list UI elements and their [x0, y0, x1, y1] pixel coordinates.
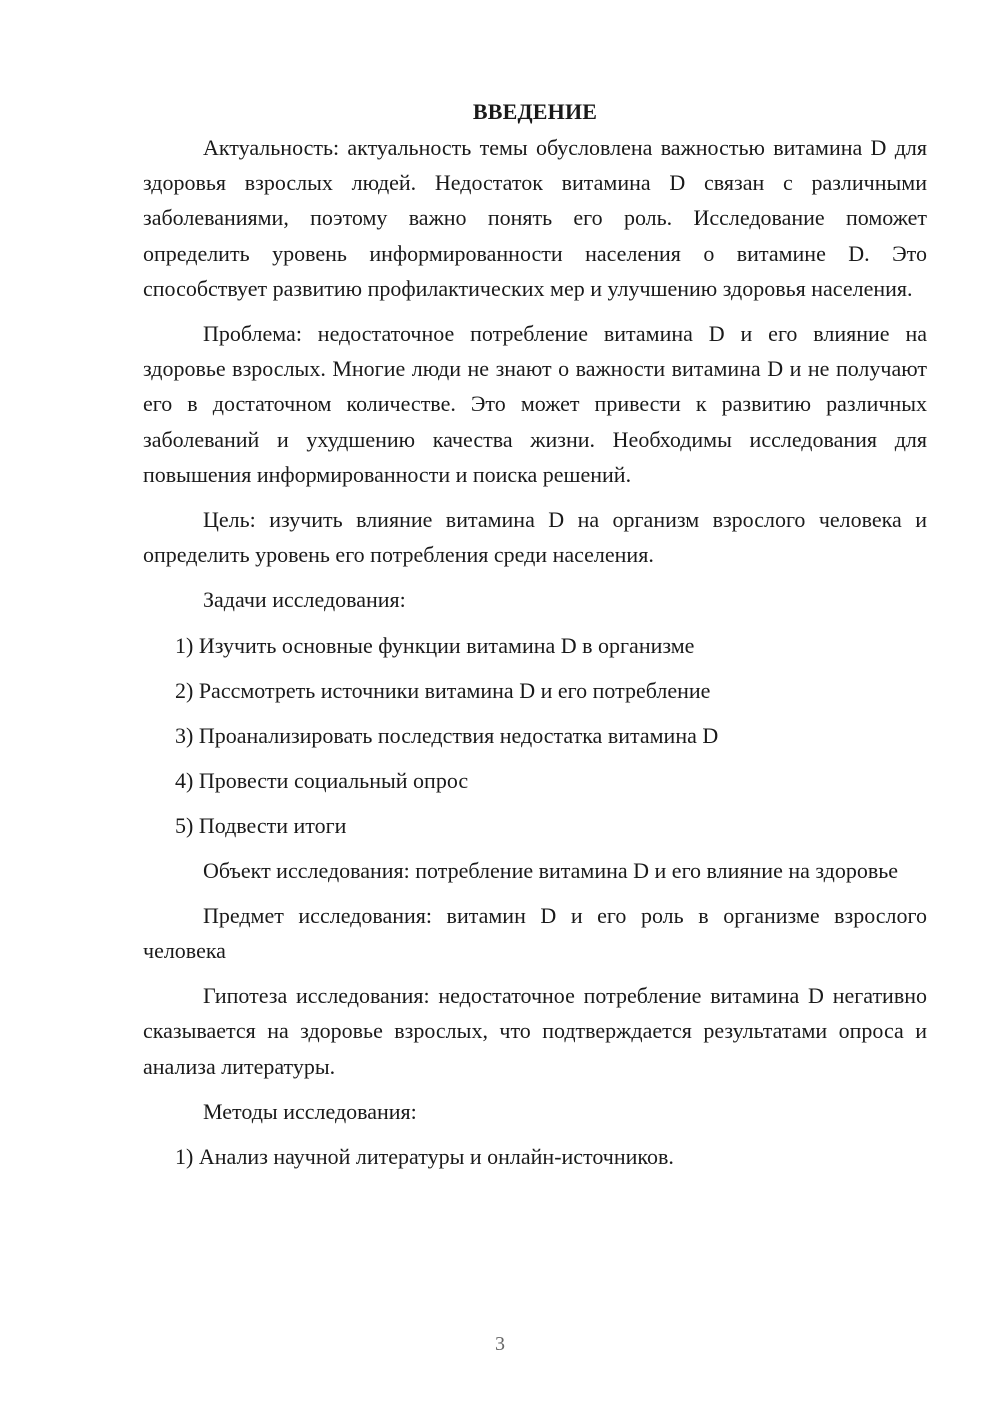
task-item: 4) Провести социальный опрос — [175, 767, 469, 793]
method-item: 1) Анализ научной литературы и онлайн-источников. — [175, 1144, 674, 1170]
subject-paragraph: Предмет исследования: витамин D и его роль в организме взрослого человека — [143, 902, 927, 964]
task-item: 3) Проанализировать последствия недостатка витамина D — [175, 722, 719, 748]
section-title: ВВЕДЕНИЕ — [472, 99, 598, 124]
task-item: 5) Подвести итоги — [175, 812, 347, 838]
page-content — [143, 94, 927, 1184]
tasks-heading: Задачи исследования: — [203, 587, 406, 613]
task-item: 1) Изучить основные функции витамина D в организме — [175, 632, 695, 658]
goal-paragraph: Цель: изучить влияние витамина D на организм взрослого человека и определить уровень его потребления среди населения. — [143, 507, 927, 568]
object-paragraph: Объект исследования: потребление витамина D и его влияние на здоровье — [203, 857, 899, 883]
relevance-paragraph: Актуальность: актуальность темы обусловлена важностью витамина D для здоровья взрослых людей. Недостаток витамина D связан с различными заболеваниями, поэтому важно понять его роль. Исследование поможет определить уровень информированности населения о витамине D. Это способствует развитию профилактических мер и улучшению здоровья населения. — [143, 135, 927, 301]
methods-heading: Методы исследования: — [203, 1098, 417, 1124]
page-number: 3 — [495, 1333, 505, 1355]
hypothesis-paragraph: Гипотеза исследования: недостаточное потребление витамина D негативно сказывается на здоровье взрослых, что подтверждается результатами опроса и анализа литературы. — [143, 983, 927, 1079]
task-item: 2) Рассмотреть источники витамина D и его потребление — [175, 677, 711, 703]
problem-paragraph: Проблема: недостаточное потребление витамина D и его влияние на здоровье взрослых. Многие люди не знают о важности витамина D и не получают его в достаточном количестве. Это может привести к развитию различных заболеваний и ухудшению качества жизни. Необходимы исследования для повышения информированности и поиска решений. — [143, 321, 927, 487]
